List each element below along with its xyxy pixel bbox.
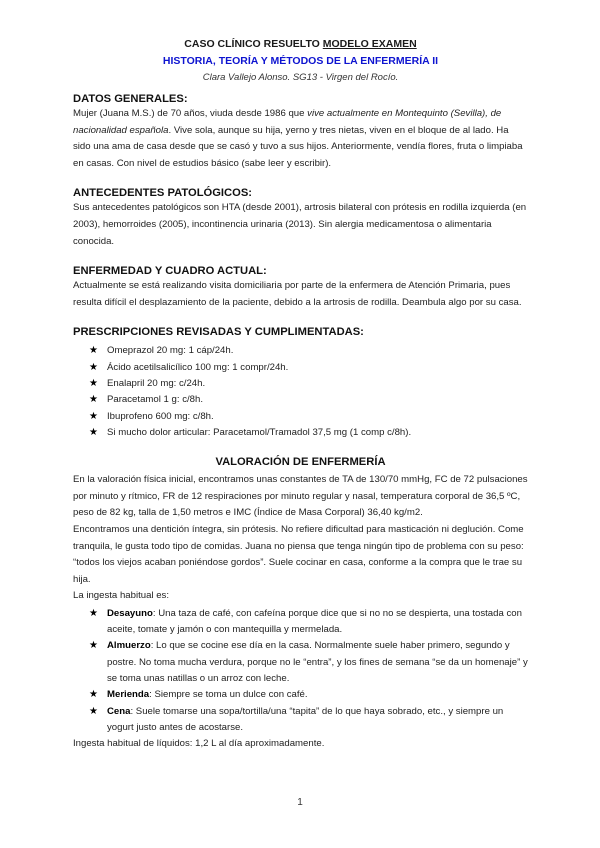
star-bullet-icon: ★ [89,607,98,619]
list-item: ★ Almuerzo: Lo que se cocine ese día en la casa. Normalmente suele haber primero, segundo y postre. No toma mucha verdura, porque no le “entra”, y los fines de semana “se da un homenaje” y se toma unas natillas o un arroz con leche. [89,640,528,685]
star-bullet-icon: ★ [89,345,98,357]
title-underlined: MODELO EXAMEN [322,38,417,50]
star-bullet-icon: ★ [89,705,98,717]
document-title: CASO CLÍNICO RESUELTO MODELO EXAMEN [184,38,417,50]
meals-list [73,606,528,736]
list-item: ★ Ibuprofeno 600 mg: c/8h. [73,409,528,425]
document-page [73,36,528,753]
section-heading-valoracion: VALORACIÓN DE ENFERMERÍA [215,456,386,469]
section-heading-enfermedad: ENFERMEDAD Y CUADRO ACTUAL: [73,265,267,278]
star-bullet-icon: ★ [89,377,98,389]
section-heading-prescripciones: PRESCRIPCIONES REVISADAS Y CUMPLIMENTADAS: [73,326,364,339]
list-item: ★ Paracetamol 1 g: c/8h. [73,392,528,408]
antecedentes-paragraph: Sus antecedentes patológicos son HTA (desde 2001), artrosis bilateral con prótesis en rodilla izquierda (en 2003), hemorroides (2005), incontinencia urinaria (2013). Sin alergia medicamentosa o alimentaria conocida. [73,202,527,247]
prescriptions-list [73,343,528,441]
document-author: Clara Vallejo Alonso. SG13 - Virgen del Rocío. [202,72,399,83]
valoracion-paragraph-1: En la valoración física inicial, encontramos unas constantes de TA de 130/70 mmHg, FC de 72 pulsaciones por minuto y rítmico, FR de 12 respiraciones por minuto regular y nasal, temperatura corporal de 36,5 ºC, peso de 82 kg, talla de 1,50 metros e IMC (Índice de Masa Corporal) 36,40 kg/m2. [73,474,528,519]
star-bullet-icon: ★ [89,640,98,652]
star-bullet-icon: ★ [89,394,98,406]
star-bullet-icon: ★ [89,426,98,438]
section-heading-antecedentes: ANTECEDENTES PATOLÓGICOS: [73,187,253,200]
star-bullet-icon: ★ [89,689,98,701]
list-item: ★ Omeprazol 20 mg: 1 cáp/24h. [73,343,528,359]
document-subtitle: HISTORIA, TEORÍA Y MÉTODOS DE LA ENFERMERÍA II [162,55,439,67]
enfermedad-paragraph: Actualmente se está realizando visita domiciliaria por parte de la enfermera de Atención Primaria, pues resulta difícil el desplazamiento de la paciente, debido a la artrosis de rodilla. Deambula algo por su casa. [73,280,522,308]
valoracion-paragraph-3: La ingesta habitual es: [73,590,170,602]
list-item: ★ Ácido acetilsalicílico 100 mg: 1 compr/24h. [73,360,528,376]
valoracion-paragraph-4: Ingesta habitual de líquidos: 1,2 L al día aproximadamente. [73,738,325,750]
list-item: ★ Enalapril 20 mg: c/24h. [73,376,528,392]
list-item: ★ Desayuno: Una taza de café, con cafeína porque dice que si no no se despierta, una tostada con aceite, tomate y jamón o con mantequilla y mermelada. [89,607,522,636]
page-number: 1 [297,797,303,808]
list-item: ★ Cena: Suele tomarse una sopa/tortilla/una “tapita” de lo que haya sobrado, etc., y siempre un yogurt justo antes de acostarse. [89,705,504,733]
section-heading-datos: DATOS GENERALES: [73,93,188,105]
list-item: ★ Merienda: Siempre se toma un dulce con café. [73,687,528,703]
list-item: ★ Si mucho dolor articular: Paracetamol/Tramadol 37,5 mg (1 comp c/8h). [73,425,528,441]
star-bullet-icon: ★ [89,410,98,422]
star-bullet-icon: ★ [89,361,98,373]
datos-paragraph: Mujer (Juana M.S.) de 70 años, viuda desde 1986 que vive actualmente en Montequinto (Sevilla), de nacionalidad española. Vive sola, aunque su hija, yerno y tres nietas, viven en el bloque de al lado. Ha sido una ama de casa desde que se casó y tuvo a sus hijos. Anteriormente, vendía flores, fruta o limpiaba en casas. Con nivel de estudios básico (sabe leer y escribir). [73,108,523,169]
valoracion-paragraph-2: Encontramos una dentición íntegra, sin prótesis. No refiere dificultad para masticación ni deglución. Come tranquila, le gusta todo tipo de comidas. Juana no piensa que tenga ningún tipo de problema con su peso: “todos los viejos acaban poniéndose gordos”. Suele cocinar en casa, conforme a la compra que le trae su hija. [73,523,524,585]
